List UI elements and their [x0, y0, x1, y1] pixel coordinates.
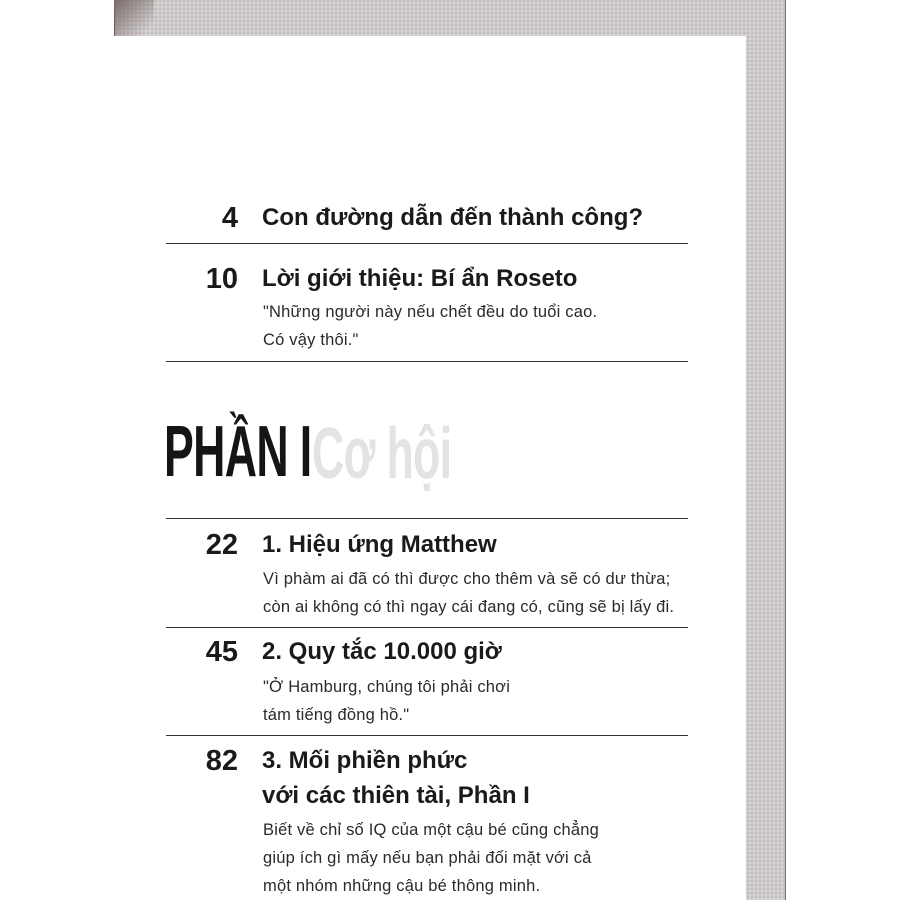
- divider: [166, 518, 688, 519]
- scan-shadow-corner: [114, 0, 154, 40]
- divider: [166, 627, 688, 628]
- divider: [166, 361, 688, 362]
- toc-entry-title-continued: với các thiên tài, Phần I: [262, 782, 530, 809]
- toc-page-number: 22: [205, 529, 238, 561]
- toc-entry-description: Biết về chỉ số IQ của một cậu bé cũng chẳng: [263, 821, 600, 839]
- toc-page-number: 82: [205, 745, 238, 777]
- toc-page-number: 45: [205, 636, 238, 668]
- toc-entry-title: 1. Hiệu ứng Matthew: [262, 531, 497, 558]
- toc-entry-description: còn ai không có thì ngay cái đang có, cũng sẽ bị lấy đi.: [263, 598, 675, 616]
- toc-entry-description: Có vậy thôi.": [263, 331, 359, 349]
- toc-entry-description: Vì phàm ai đã có thì được cho thêm và sẽ có dư thừa;: [263, 570, 671, 588]
- toc-entry-title: 3. Mối phiền phức: [262, 747, 468, 774]
- toc-page-number: 4: [221, 202, 238, 234]
- toc-entry-title: Con đường dẫn đến thành công?: [262, 204, 644, 231]
- divider: [166, 243, 688, 244]
- toc-entry-description: "Những người này nếu chết đều do tuổi cao.: [263, 303, 598, 321]
- toc-entry-description: một nhóm những cậu bé thông minh.: [263, 877, 541, 895]
- divider: [166, 735, 688, 736]
- part-subtitle: Cơ hội: [312, 414, 452, 494]
- toc-entry-description: tám tiếng đồng hồ.": [263, 706, 410, 724]
- toc-entry-title: 2. Quy tắc 10.000 giờ: [262, 638, 502, 665]
- part-label: PHẦN I: [164, 412, 312, 492]
- toc-page-number: 10: [205, 263, 238, 295]
- toc-entry-description: "Ở Hamburg, chúng tôi phải chơi: [263, 678, 511, 696]
- toc-entry-description: giúp ích gì mấy nếu bạn phải đối mặt với cả: [263, 849, 592, 867]
- toc-entry-title: Lời giới thiệu: Bí ẩn Roseto: [262, 265, 578, 292]
